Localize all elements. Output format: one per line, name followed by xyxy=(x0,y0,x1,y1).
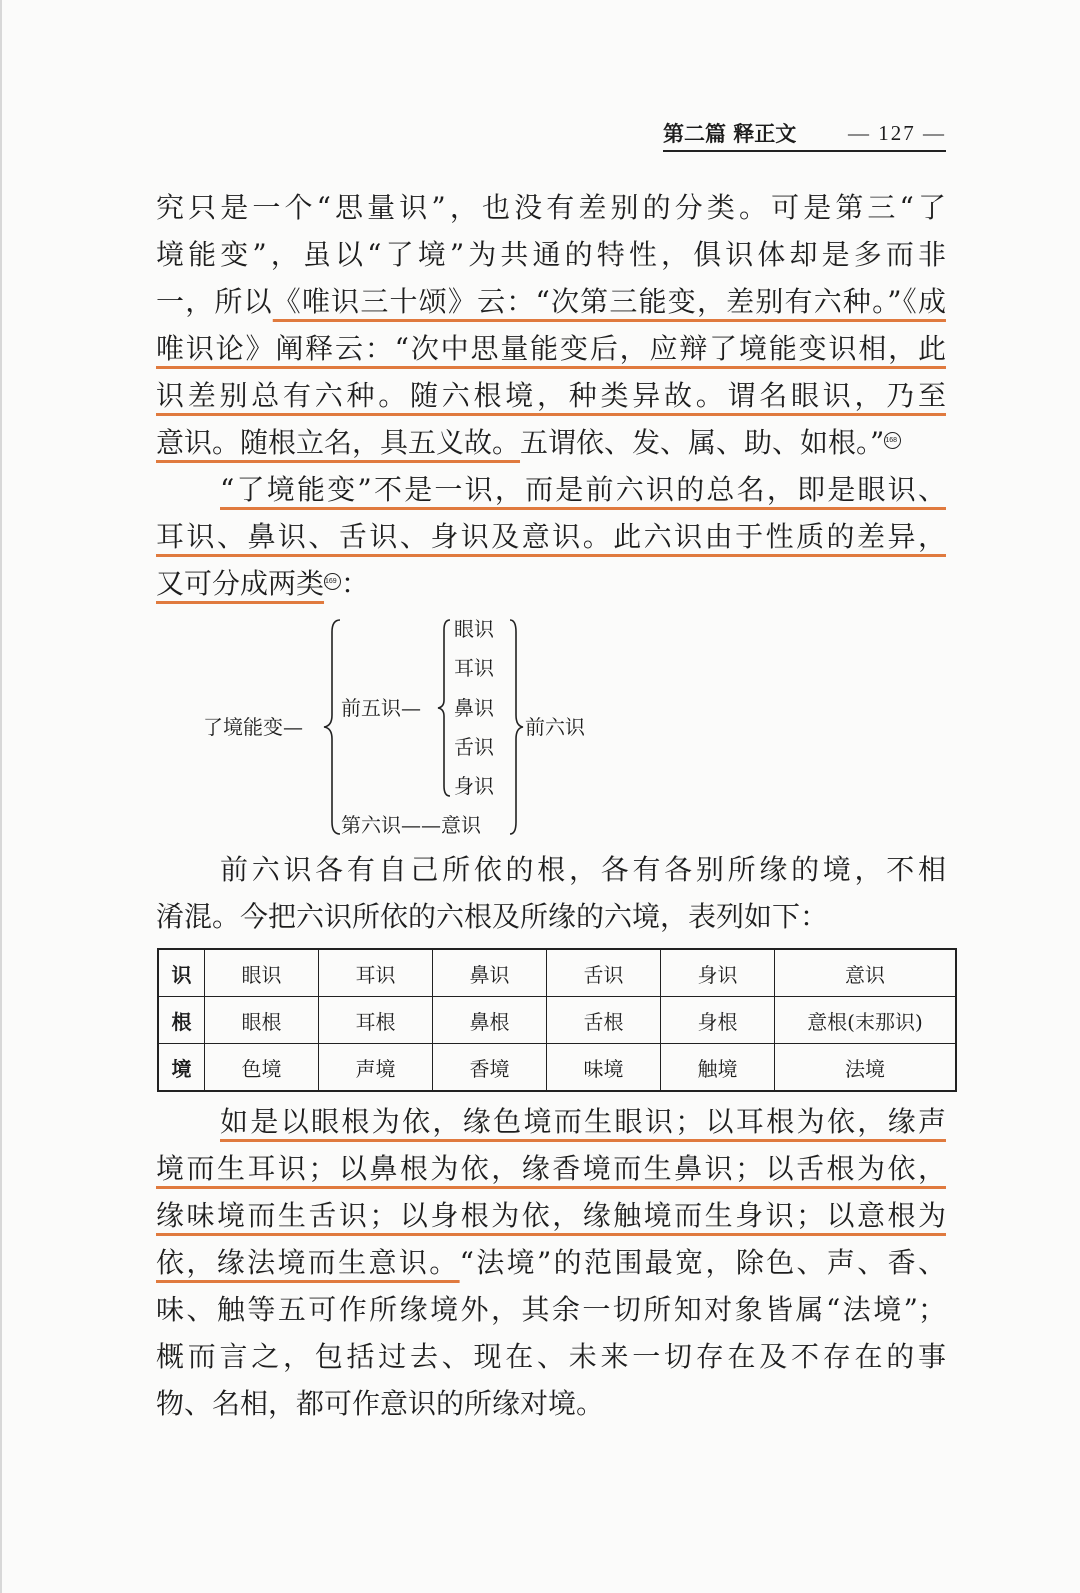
table-row xyxy=(158,949,956,997)
running-header xyxy=(663,116,946,152)
underlined-text: 缘味境而生舌识；以身根为依，缘触境而生身识；以意根为 xyxy=(156,1199,946,1232)
row-header-cell: 根 xyxy=(158,997,205,1044)
diagram-item: 眼识 xyxy=(454,617,494,641)
footnote-marker[interactable]: 169 xyxy=(324,573,341,590)
text-line xyxy=(156,423,946,463)
text-segment: 概而言之，包括过去、现在、未来一切存在及不存在的事 xyxy=(156,1340,946,1373)
table-cell: 意根(末那识) xyxy=(775,997,957,1044)
diagram-summary: 前六识 xyxy=(525,715,585,739)
table-cell: 身识 xyxy=(661,949,775,997)
diagram-item: 耳识 xyxy=(454,656,494,680)
text-line xyxy=(156,1196,946,1236)
underlined-text: 境而生耳识；以鼻根为依，缘香境而生鼻识；以舌根为依， xyxy=(156,1152,946,1185)
text-segment: 境能变”，虽以“了境”为共通的特性，俱识体却是多而非 xyxy=(156,238,946,271)
text-segment: 物、名相，都可作意识的所缘对境。 xyxy=(156,1387,605,1420)
text-segment: 淆混。今把六识所依的六根及所缘的六境，表列如下： xyxy=(156,900,829,933)
underlined-text: “了境能变”不是一识，而是前六识的总名，即是眼识、 xyxy=(220,473,946,506)
text-line xyxy=(156,188,946,228)
text-line xyxy=(156,1149,946,1189)
table-cell: 鼻根 xyxy=(433,997,547,1044)
diagram-item: 鼻识 xyxy=(454,696,494,720)
text-line xyxy=(156,235,946,275)
text-segment: “法境”的范围最宽，除色、声、香、 xyxy=(459,1246,946,1279)
underlined-text: 又可分成两类169 xyxy=(156,567,341,600)
section-title: 第二篇 释正文 xyxy=(663,121,797,146)
text-line xyxy=(156,329,946,369)
text-line xyxy=(156,1243,946,1283)
six-consciousness-table xyxy=(157,948,957,1092)
text-line xyxy=(156,1384,946,1424)
text-line xyxy=(156,282,946,322)
diagram-item: 舌识 xyxy=(454,735,494,759)
table-cell: 眼识 xyxy=(205,949,319,997)
table-cell: 舌识 xyxy=(547,949,661,997)
table-row xyxy=(158,997,956,1044)
underlined-text: 《唯识三十颂》云：“次第三能变，差别有六种。”《成 xyxy=(272,285,946,318)
footnote-marker[interactable]: 168 xyxy=(884,432,901,449)
row-header-cell: 识 xyxy=(158,949,205,997)
text-line xyxy=(156,1290,946,1330)
text-segment: 前六识各有自己所依的根，各有各别所缘的境，不相 xyxy=(220,853,946,886)
underlined-text: 唯识论》阐释云：“次中思量能变后，应辩了境能变识相，此 xyxy=(156,332,946,365)
table-cell: 触境 xyxy=(661,1044,775,1092)
diagram-root: 了境能变— xyxy=(203,715,303,739)
diagram-group-five: 前五识— xyxy=(341,696,421,720)
underlined-text: 耳识、鼻识、舌识、身识及意识。此六识由于性质的差异， xyxy=(156,520,946,553)
table-cell: 味境 xyxy=(547,1044,661,1092)
table-cell: 耳识 xyxy=(319,949,433,997)
table-cell: 色境 xyxy=(205,1044,319,1092)
text-line xyxy=(156,1337,946,1377)
table-cell: 鼻识 xyxy=(433,949,547,997)
row-header-cell: 境 xyxy=(158,1044,205,1092)
text-line xyxy=(156,897,946,937)
underlined-text: 意识。随根立名，具五义故。 xyxy=(156,426,521,459)
underlined-text: 依，缘法境而生意识。 xyxy=(156,1246,460,1279)
table-cell: 舌根 xyxy=(547,997,661,1044)
underlined-text: 识差别总有六种。随六根境，种类异故。谓名眼识，乃至 xyxy=(156,379,946,412)
page-number: — 127 — xyxy=(848,120,946,145)
table-cell: 意识 xyxy=(775,949,957,997)
text-segment: 一，所以 xyxy=(156,285,273,318)
text-line xyxy=(156,470,946,510)
text-segment: ： xyxy=(341,567,370,600)
text-segment: 五谓依、发、属、助、如根。” xyxy=(520,426,885,459)
text-line xyxy=(156,517,946,557)
table-cell: 声境 xyxy=(319,1044,433,1092)
table-cell: 香境 xyxy=(433,1044,547,1092)
diagram-group-sixth: 第六识——意识 xyxy=(341,813,481,837)
diagram-item: 身识 xyxy=(454,774,494,798)
table-cell: 身根 xyxy=(661,997,775,1044)
table-cell: 眼根 xyxy=(205,997,319,1044)
table-cell: 耳根 xyxy=(319,997,433,1044)
table-row xyxy=(158,1044,956,1092)
text-segment: 味、触等五可作所缘境外，其余一切所知对象皆属“法境”； xyxy=(156,1293,946,1326)
text-segment: 究只是一个“思量识”，也没有差别的分类。可是第三“了 xyxy=(156,191,946,224)
text-line xyxy=(156,1102,946,1142)
text-line xyxy=(156,376,946,416)
table-cell: 法境 xyxy=(775,1044,957,1092)
text-line xyxy=(156,850,946,890)
text-line xyxy=(156,564,946,604)
underlined-text: 如是以眼根为依，缘色境而生眼识；以耳根为依，缘声 xyxy=(220,1105,946,1138)
